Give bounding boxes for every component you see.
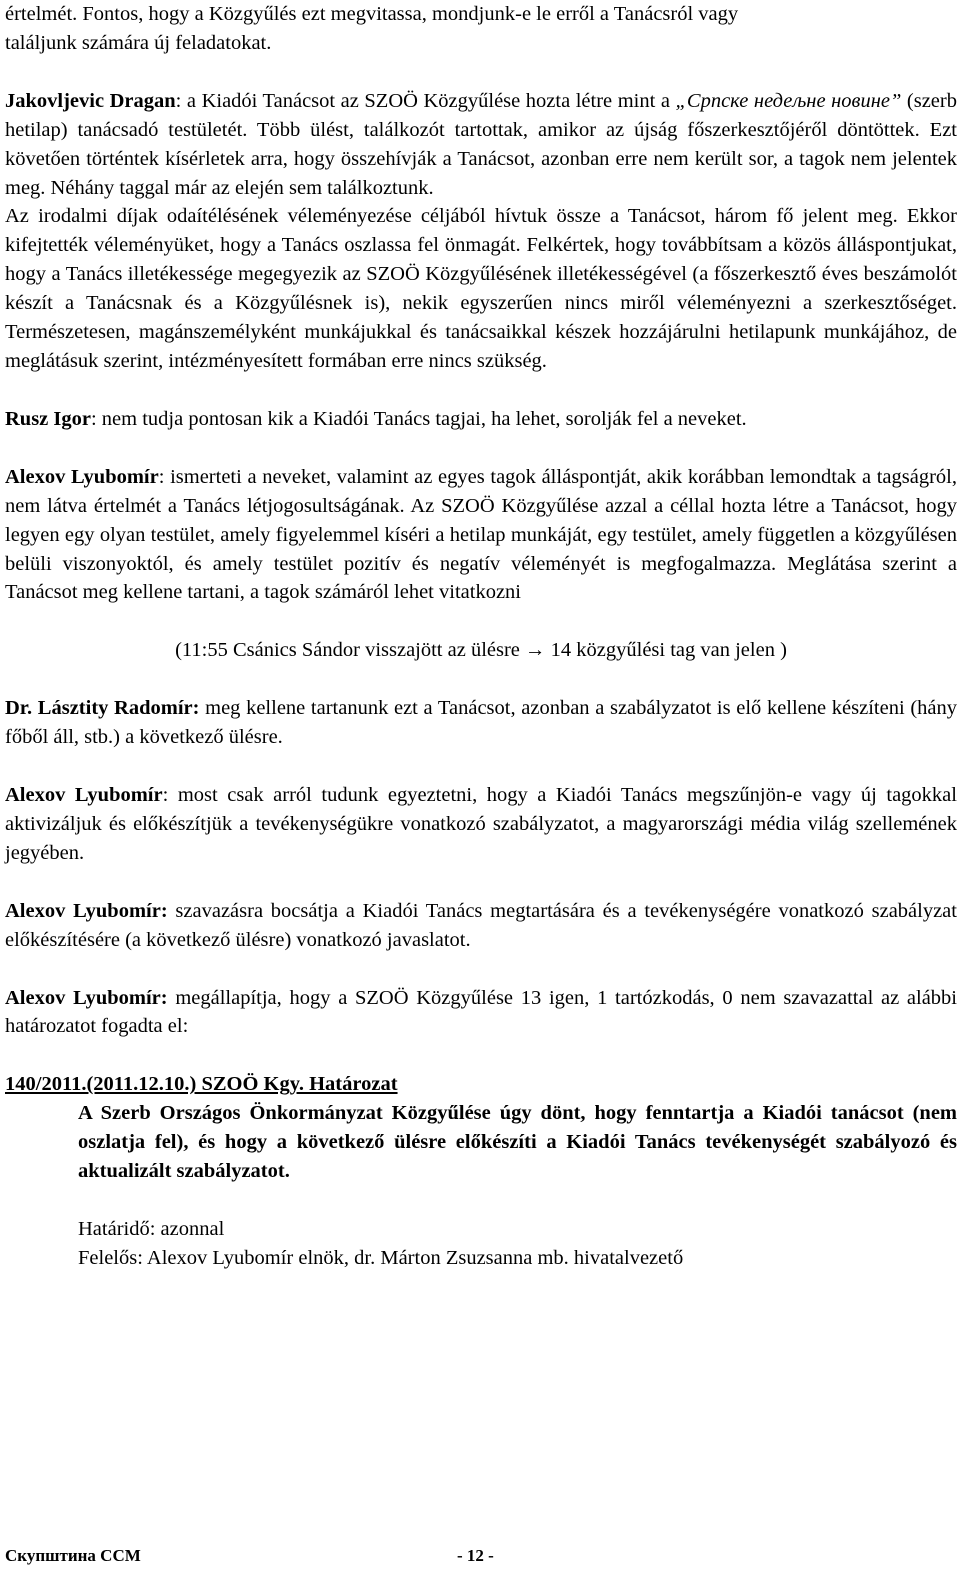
spacer: [5, 868, 957, 897]
paragraph-alexov-2: [5, 781, 957, 868]
paragraph-text: : nem tudja pontosan kik a Kiadói Tanács tagjai, ha lehet, sorolják fel a neveket.: [90, 407, 747, 430]
spacer: [5, 58, 957, 87]
spacer: [5, 434, 957, 463]
intro-paragraph: [5, 0, 957, 58]
document-page: [5, 0, 957, 1273]
speaker-name: Alexov Lyubomír: [5, 465, 159, 488]
spacer: [5, 665, 957, 694]
paragraph-text: : a Kiadói Tanácsot az SZOÖ Közgyűlése hozta létre mint a: [175, 89, 676, 112]
attendance-note: (11:55 Csánics Sándor visszajött az ülésre → 14 közgyűlési tag van jelen ): [175, 639, 787, 662]
speaker-name: Jakovljevic Dragan: [5, 89, 176, 112]
resolution-responsible: Felelős: Alexov Lyubomír elnök, dr. Márton Zsuzsanna mb. hivatalvezető: [78, 1246, 684, 1269]
speaker-name: Dr. Lásztity Radomír:: [5, 697, 200, 720]
spacer: [5, 376, 957, 405]
speaker-name: Alexov Lyubomír: [5, 784, 163, 807]
paragraph-lasztity: [5, 694, 957, 752]
paragraph-rusz: [5, 405, 957, 434]
speaker-name: Alexov Lyubomír:: [5, 899, 168, 922]
paragraph-text: meg kellene tartanunk ezt a Tanácsot, azonban a szabályzatot is elő kellene készíteni (hány főből áll, stb.) a következő ülésre.: [5, 697, 957, 749]
paragraph-text: Az irodalmi díjak odaítélésének véleményezése céljából hívtuk össze a Tanácsot, három fő jelent meg. Ekkor kifejtették véleményüket, hogy a Tanács oszlassa fel önmagát. Felkértek, hogy továbbítsam a közös álláspontjukat, hogy a Tanács illetékessége megegyezik az SZOÖ Közgyűlésének illetékességével (a főszerkesztő éves beszámolót készít a Tanácsnak és a Közgyűlésnek is), nekik egyszerűen nincs miről véleményezni a szerkesztőséget. Természetesen, magánszemélyként munkájukkal és tanácsaikkal készek hozzájárulni hetilapunk munkájához, de meglátásuk szerint, intézményesített formában erre nincs szükség.: [5, 205, 957, 372]
spacer: [5, 752, 957, 781]
spacer: [5, 1041, 957, 1070]
paragraph-jakovljevic: [5, 87, 957, 203]
page-footer: [5, 1544, 505, 1568]
resolution-heading: 140/2011.(2011.12.10.) SZOÖ Kgy. Határozat: [5, 1073, 398, 1096]
intro-line-2: találjunk számára új feladatokat.: [5, 31, 272, 54]
paragraph-text: szavazásra bocsátja a Kiadói Tanács megtartására és a tevékenységére vonatkozó szabályzat előkészítésére (a következő ülésre) vonatkozó javaslatot.: [5, 899, 957, 951]
intro-line-1: értelmét. Fontos, hogy a Közgyűlés ezt megvitassa, mondjunk-e le erről a Tanácsról vagy: [5, 3, 739, 25]
paragraph-text: megállapítja, hogy a SZOÖ Közgyűlése 13 igen, 1 tartózkodás, 0 nem szavazattal az alábbi határozatot fogadta el:: [5, 986, 957, 1038]
resolution-deadline: Határidő: azonnal: [78, 1218, 225, 1240]
paragraph-text: : most csak arról tudunk egyeztetni, hogy a Kiadói Tanács megszűnjön-e vagy új tagokkal aktivizáljuk és előkészítjük a tevékenységükre vonatkozó szabályzatot, a magyarországi média világ szellemének jegyében.: [5, 784, 957, 864]
speaker-name: Alexov Lyubomír:: [5, 986, 168, 1009]
spacer: [5, 607, 957, 636]
spacer: [5, 955, 957, 984]
page-number: - 12 -: [457, 1546, 494, 1565]
paragraph-text: : ismerteti a neveket, valamint az egyes tagok álláspontját, akik korábban lemondtak a tagságról, nem látva értelmét a Tanács létjogosultságának. Az SZOÖ Közgyűlése azzal a céllal hozta létre a Tanácsot, hogy legyen egy olyan testület, amely figyelemmel kíséri a hetilap munkáját, egy testület, amely független a közgyűlésen belüli viszonyoktól, és amely testület pozitív és negatív véleményét is megfogalmazza. Meglátása szerint a Tanácsot meg kellene tartani, a tagok számáról lehet vitatkozni: [5, 465, 957, 604]
speaker-name: Rusz Igor: [5, 407, 91, 430]
paragraph-alexov-3: [5, 897, 957, 955]
newspaper-title: „Српске недељне новине”: [675, 89, 902, 112]
spacer: [5, 1186, 957, 1215]
footer-assembly-name: Скупштина ССМ: [5, 1546, 141, 1565]
paragraph-alexov-1: [5, 463, 957, 608]
paragraph-text: (szerb hetilap) tanácsadó testületét. Több ülést, találkozót tartottak, amikor az újság főszerkesztőjéről döntöttek. Ezt követően történtek kísérletek arra, hogy összehívják a Tanácsot, azonban erre nem került sor, a tagok nem jelentek meg. Néhány taggal már az elején sem találkoztunk.: [5, 89, 957, 199]
paragraph-alexov-4: [5, 984, 957, 1042]
paragraph-jakovljevic-cont: [5, 202, 957, 375]
resolution-body: A Szerb Országos Önkormányzat Közgyűlése úgy dönt, hogy fenntartja a Kiadói tanácsot (nem oszlatja fel), és hogy a következő ülésre előkészíti a Kiadói Tanács tevékenységét szabályozó és aktualizált szabályzatot.: [78, 1102, 957, 1183]
